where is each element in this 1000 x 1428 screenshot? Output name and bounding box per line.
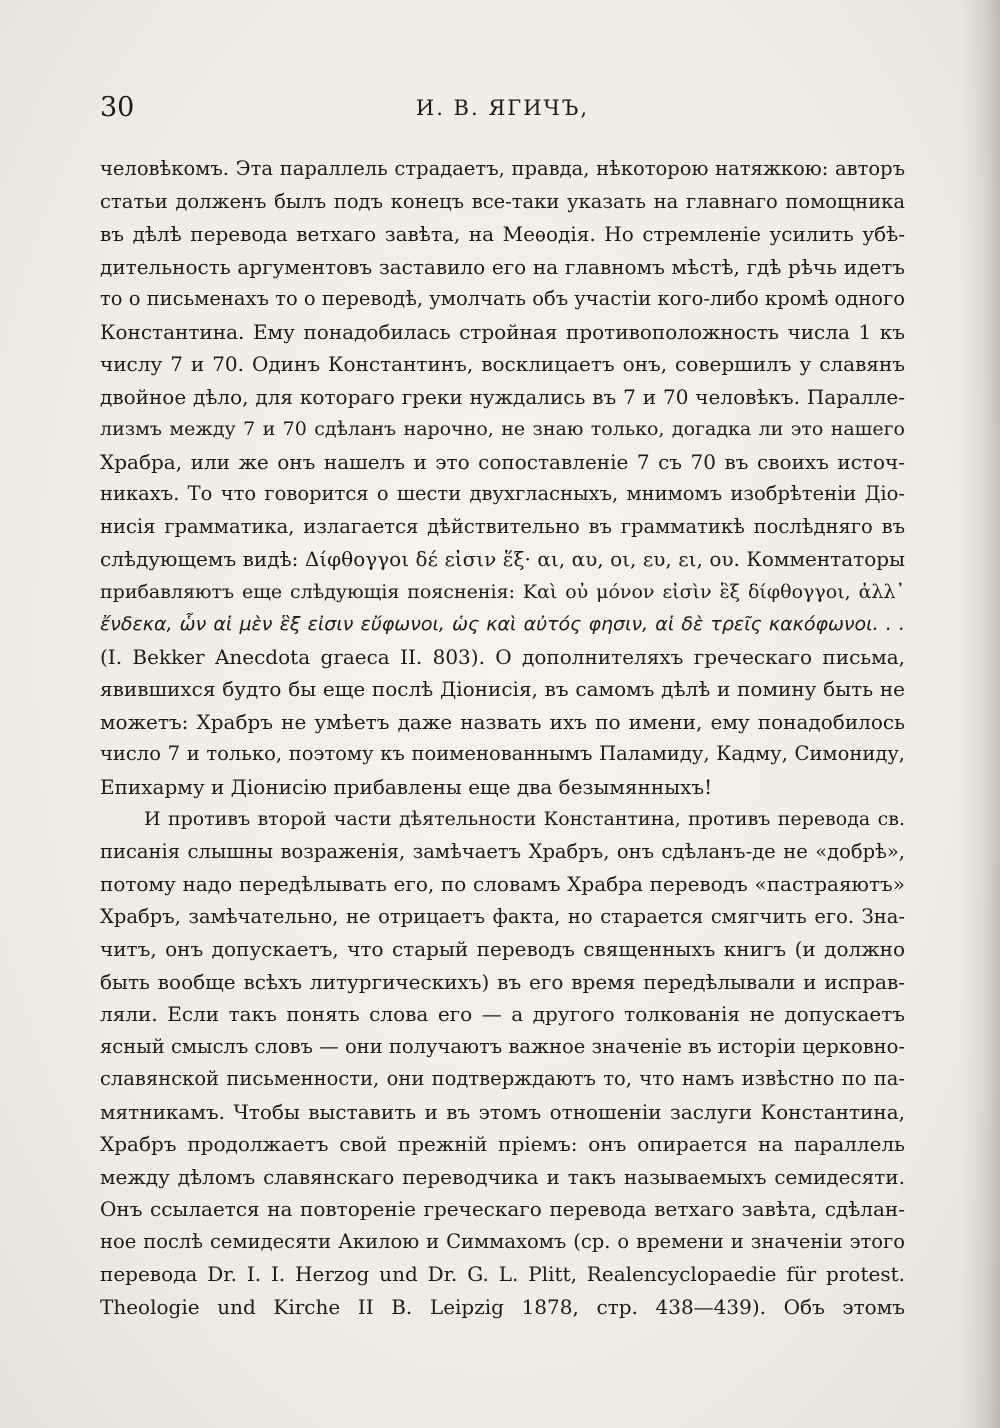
text-line: писанія слышны возраженія, замѣчаетъ Храбръ, онъ сдѣланъ-де не «добрѣ», [100,839,905,863]
text-line: ное послѣ семидесяти Акилою и Симмахомъ (ср. о времени и значеніи этого [100,1229,905,1253]
text-line: числу 7 и 70. Одинъ Константинъ, восклицаетъ онъ, совершилъ у славянъ [100,352,905,376]
text-line: потому надо передѣлывать его, по словамъ Храбра переводъ «пастраяютъ» [100,872,905,896]
text-line: Храбръ, замѣчательно, не отрицаетъ факта, но старается смягчить его. Зна- [100,904,905,928]
text-line: статьи долженъ былъ подъ конецъ все-таки указать на главнаго помощника [100,189,905,213]
page-number: 30 [100,92,135,123]
text-line: Константина. Ему понадобилась стройная противоположность числа 1 къ [100,319,905,344]
text-line: то о письменахъ то о переводѣ, умолчать объ участіи кого-либо кромѣ одного [100,287,905,310]
text-line: ляли. Если такъ понять слова его — а другого толкованія не допускаетъ [100,1002,905,1026]
text-line: Онъ ссылается на повтореніе греческаго перевода ветхаго завѣта, сдѣлан- [100,1197,905,1221]
text-line: быть вообще всѣхъ литургическихъ) въ его время передѣлывали и исправ- [100,969,905,994]
text-line: въ дѣлѣ перевода ветхаго завѣта, на Меѳодія. Но стремленіе усилить убѣ- [100,222,905,246]
text-line: двойное дѣло, для котораго греки нуждались въ 7 и 70 человѣкъ. Паралле- [100,384,905,409]
text-line: Епихарму и Діонисію прибавлены еще два безымянныхъ! [100,774,713,799]
text-line-greek: ἔνδεκα, ὧν αἱ μὲν ἓξ εἰσιν εὔφωνοι, ὡς καὶ αὐτός φησιν, αἱ δὲ τρεῖς κακόφωνοι. . . [100,613,905,635]
text-line: славянской письменности, они подтверждаютъ то, что намъ извѣстно по па- [100,1067,905,1090]
text-line: дительность аргументовъ заставило его на главномъ мѣстѣ, гдѣ рѣчь идетъ [100,254,905,279]
text-line: (I. Bekker Anecdota graeca II. 803). О дополнителяхъ греческаго письма, [100,644,905,669]
text-line: слѣдующемъ видѣ: Δίφθογγοι δέ εἰσιν ἕξ· αι, αυ, οι, ευ, ει, ου. Комментаторы [100,547,905,571]
text-line: лизмъ между 7 и 70 сдѣланъ нарочно, не знаю только, догадка ли это нашего [100,418,905,440]
text-line: нисія грамматика, излагается дѣйствительно въ грамматикѣ послѣдняго въ [100,514,905,538]
text-line: можетъ: Храбръ не умѣетъ даже назвать ихъ по имени, ему понадобилось [100,709,905,734]
text-line-paragraph-start: И противъ второй части дѣятельности Константина, противъ перевода св. [144,808,905,830]
running-head: И. В. ЯГИЧЪ, [415,96,590,120]
body-text [100,153,905,1323]
text-line: явившихся будто бы еще послѣ Діонисія, въ самомъ дѣлѣ и помину быть не [100,677,905,701]
text-line: читъ, онъ допускаетъ, что старый переводъ священныхъ книгъ (и должно [100,937,905,961]
text-line: человѣкомъ. Эта параллель страдаетъ, правда, нѣкоторою натяжкою: авторъ [100,157,905,180]
text-line: ясный смыслъ словъ — они получаютъ важное значеніе въ исторіи церковно- [100,1034,905,1058]
text-line: никахъ. То что говорится о шести двухгласныхъ, мнимомъ изобрѣтеніи Діо- [100,482,905,505]
text-line: Theologie und Kirche II B. Leipzig 1878, стр. 438—439). Объ этомъ [100,1294,905,1319]
text-line: мятникамъ. Чтобы выставить и въ этомъ отношеніи заслуги Константина, [100,1099,905,1124]
page-header [100,88,905,128]
text-line: Храбръ продолжаетъ свой прежній пріемъ: онъ опирается на параллель [100,1132,905,1156]
text-line: Храбра, или же онъ нашелъ и это сопоставленіе 7 съ 70 въ своихъ источ- [100,449,905,474]
text-line: перевода Dr. I. I. Herzog und Dr. G. L. Plitt, Realencyclopaedie für protest. [100,1262,905,1286]
spine-shadow [960,0,1000,1428]
text-line: между дѣломъ славянскаго переводчика и такъ называемыхъ семидесяти. [100,1164,905,1189]
text-line: прибавляютъ еще слѣдующія поясненія: Καὶ οὐ μόνον εἰσὶν ἓξ δίφθογγοι, ἀλλ᾿ [100,580,905,603]
text-line: число 7 и только, поэтому къ поименованнымъ Паламиду, Кадму, Симониду, [100,742,905,765]
